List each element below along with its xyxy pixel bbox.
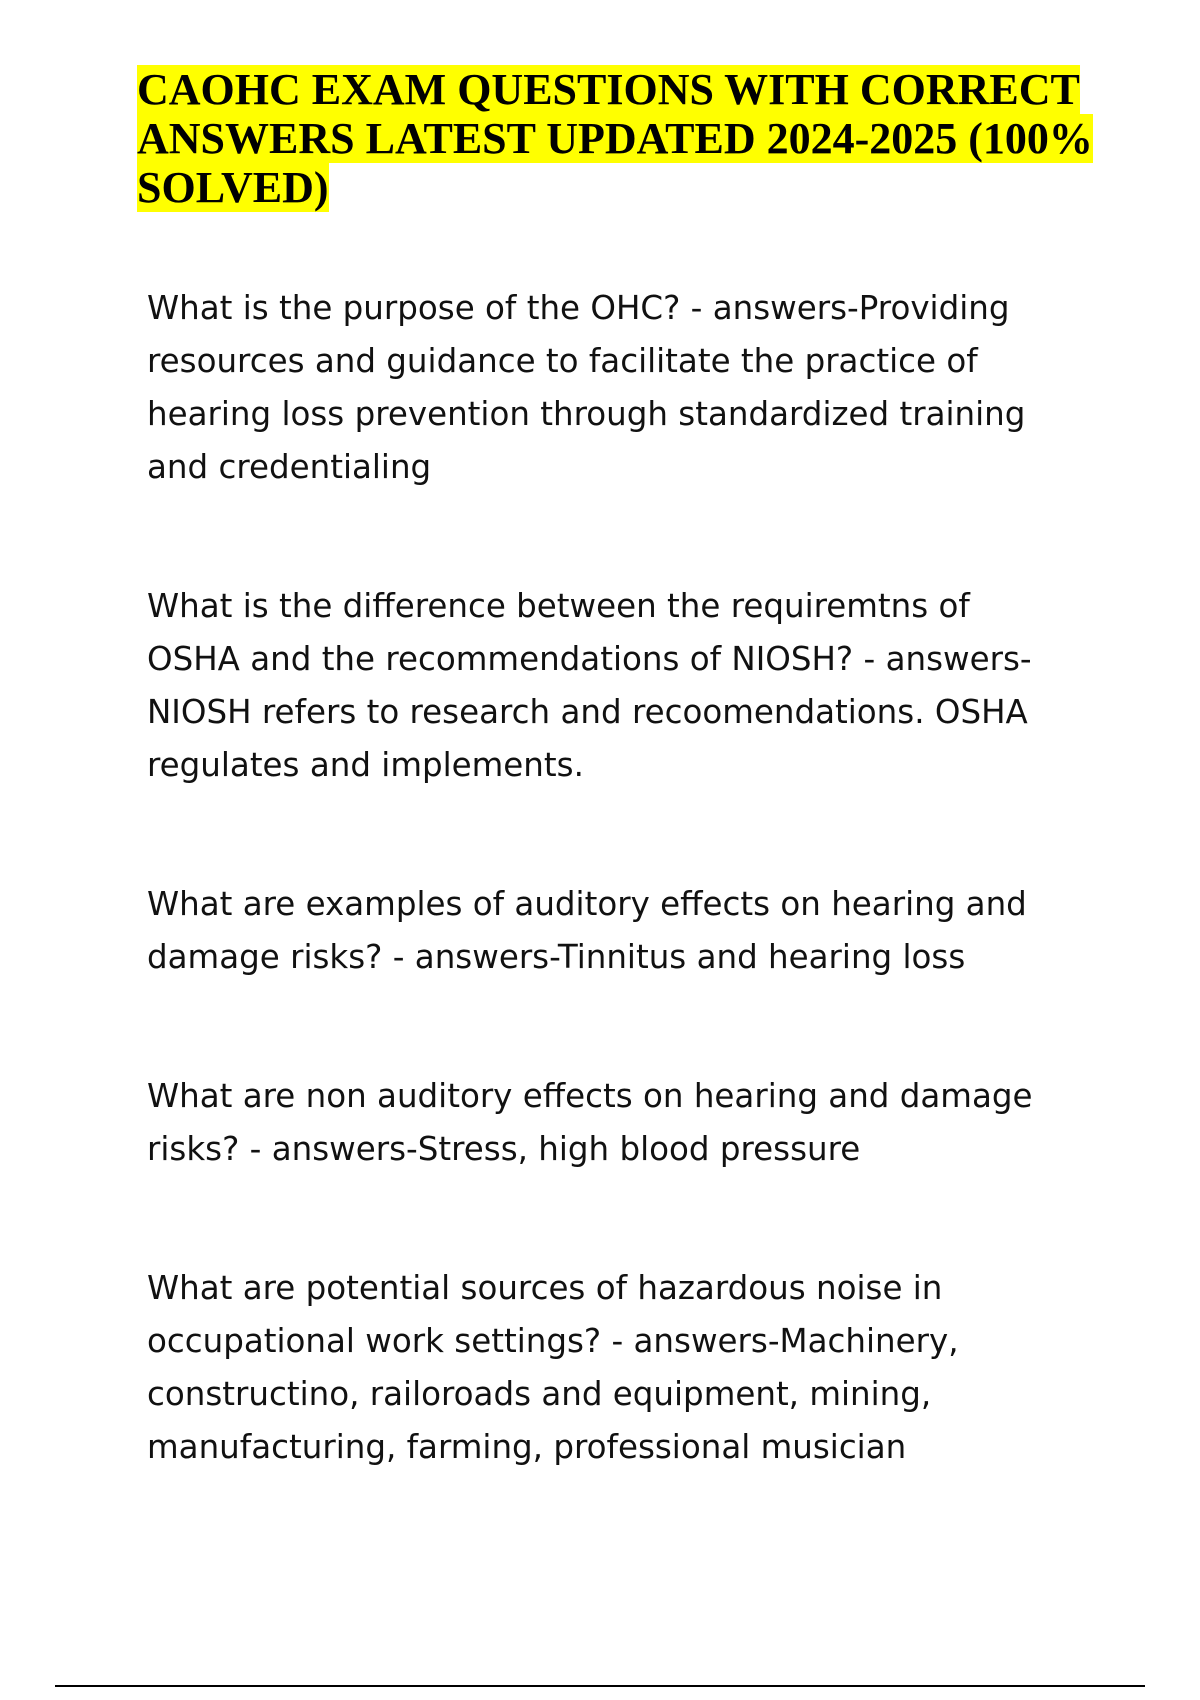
footer-divider bbox=[55, 1685, 1145, 1687]
qa-item bbox=[147, 580, 1047, 792]
qa-text: What are non auditory effects on hearing and damage risks? - answers-Stress, high blood pressure bbox=[147, 1077, 1033, 1168]
qa-text: What is the purpose of the OHC? - answers-Providing resources and guidance to facilitate the practice of hearing loss prevention through standardized training and credentialing bbox=[147, 289, 1026, 486]
qa-text: What are potential sources of hazardous noise in occupational work settings? - answers-Machinery, constructino, railoroads and equipment, mining, manufacturing, farming, professional musician bbox=[147, 1269, 959, 1466]
document-title bbox=[137, 65, 1117, 212]
qa-item bbox=[147, 1262, 1047, 1474]
qa-text: What are examples of auditory effects on hearing and damage risks? - answers-Tinnitus and hearing loss bbox=[147, 885, 1027, 976]
title-highlight: CAOHC EXAM QUESTIONS WITH CORRECT ANSWERS LATEST UPDATED 2024-2025 (100% SOLVED) bbox=[137, 65, 1093, 212]
qa-item bbox=[147, 878, 1047, 984]
qa-item bbox=[147, 282, 1047, 494]
qa-item bbox=[147, 1070, 1047, 1176]
qa-text: What is the difference between the requiremtns of OSHA and the recommendations of NIOSH? - answers-NIOSH refers to research and recoomendations. OSHA regulates and implements. bbox=[147, 587, 1032, 784]
